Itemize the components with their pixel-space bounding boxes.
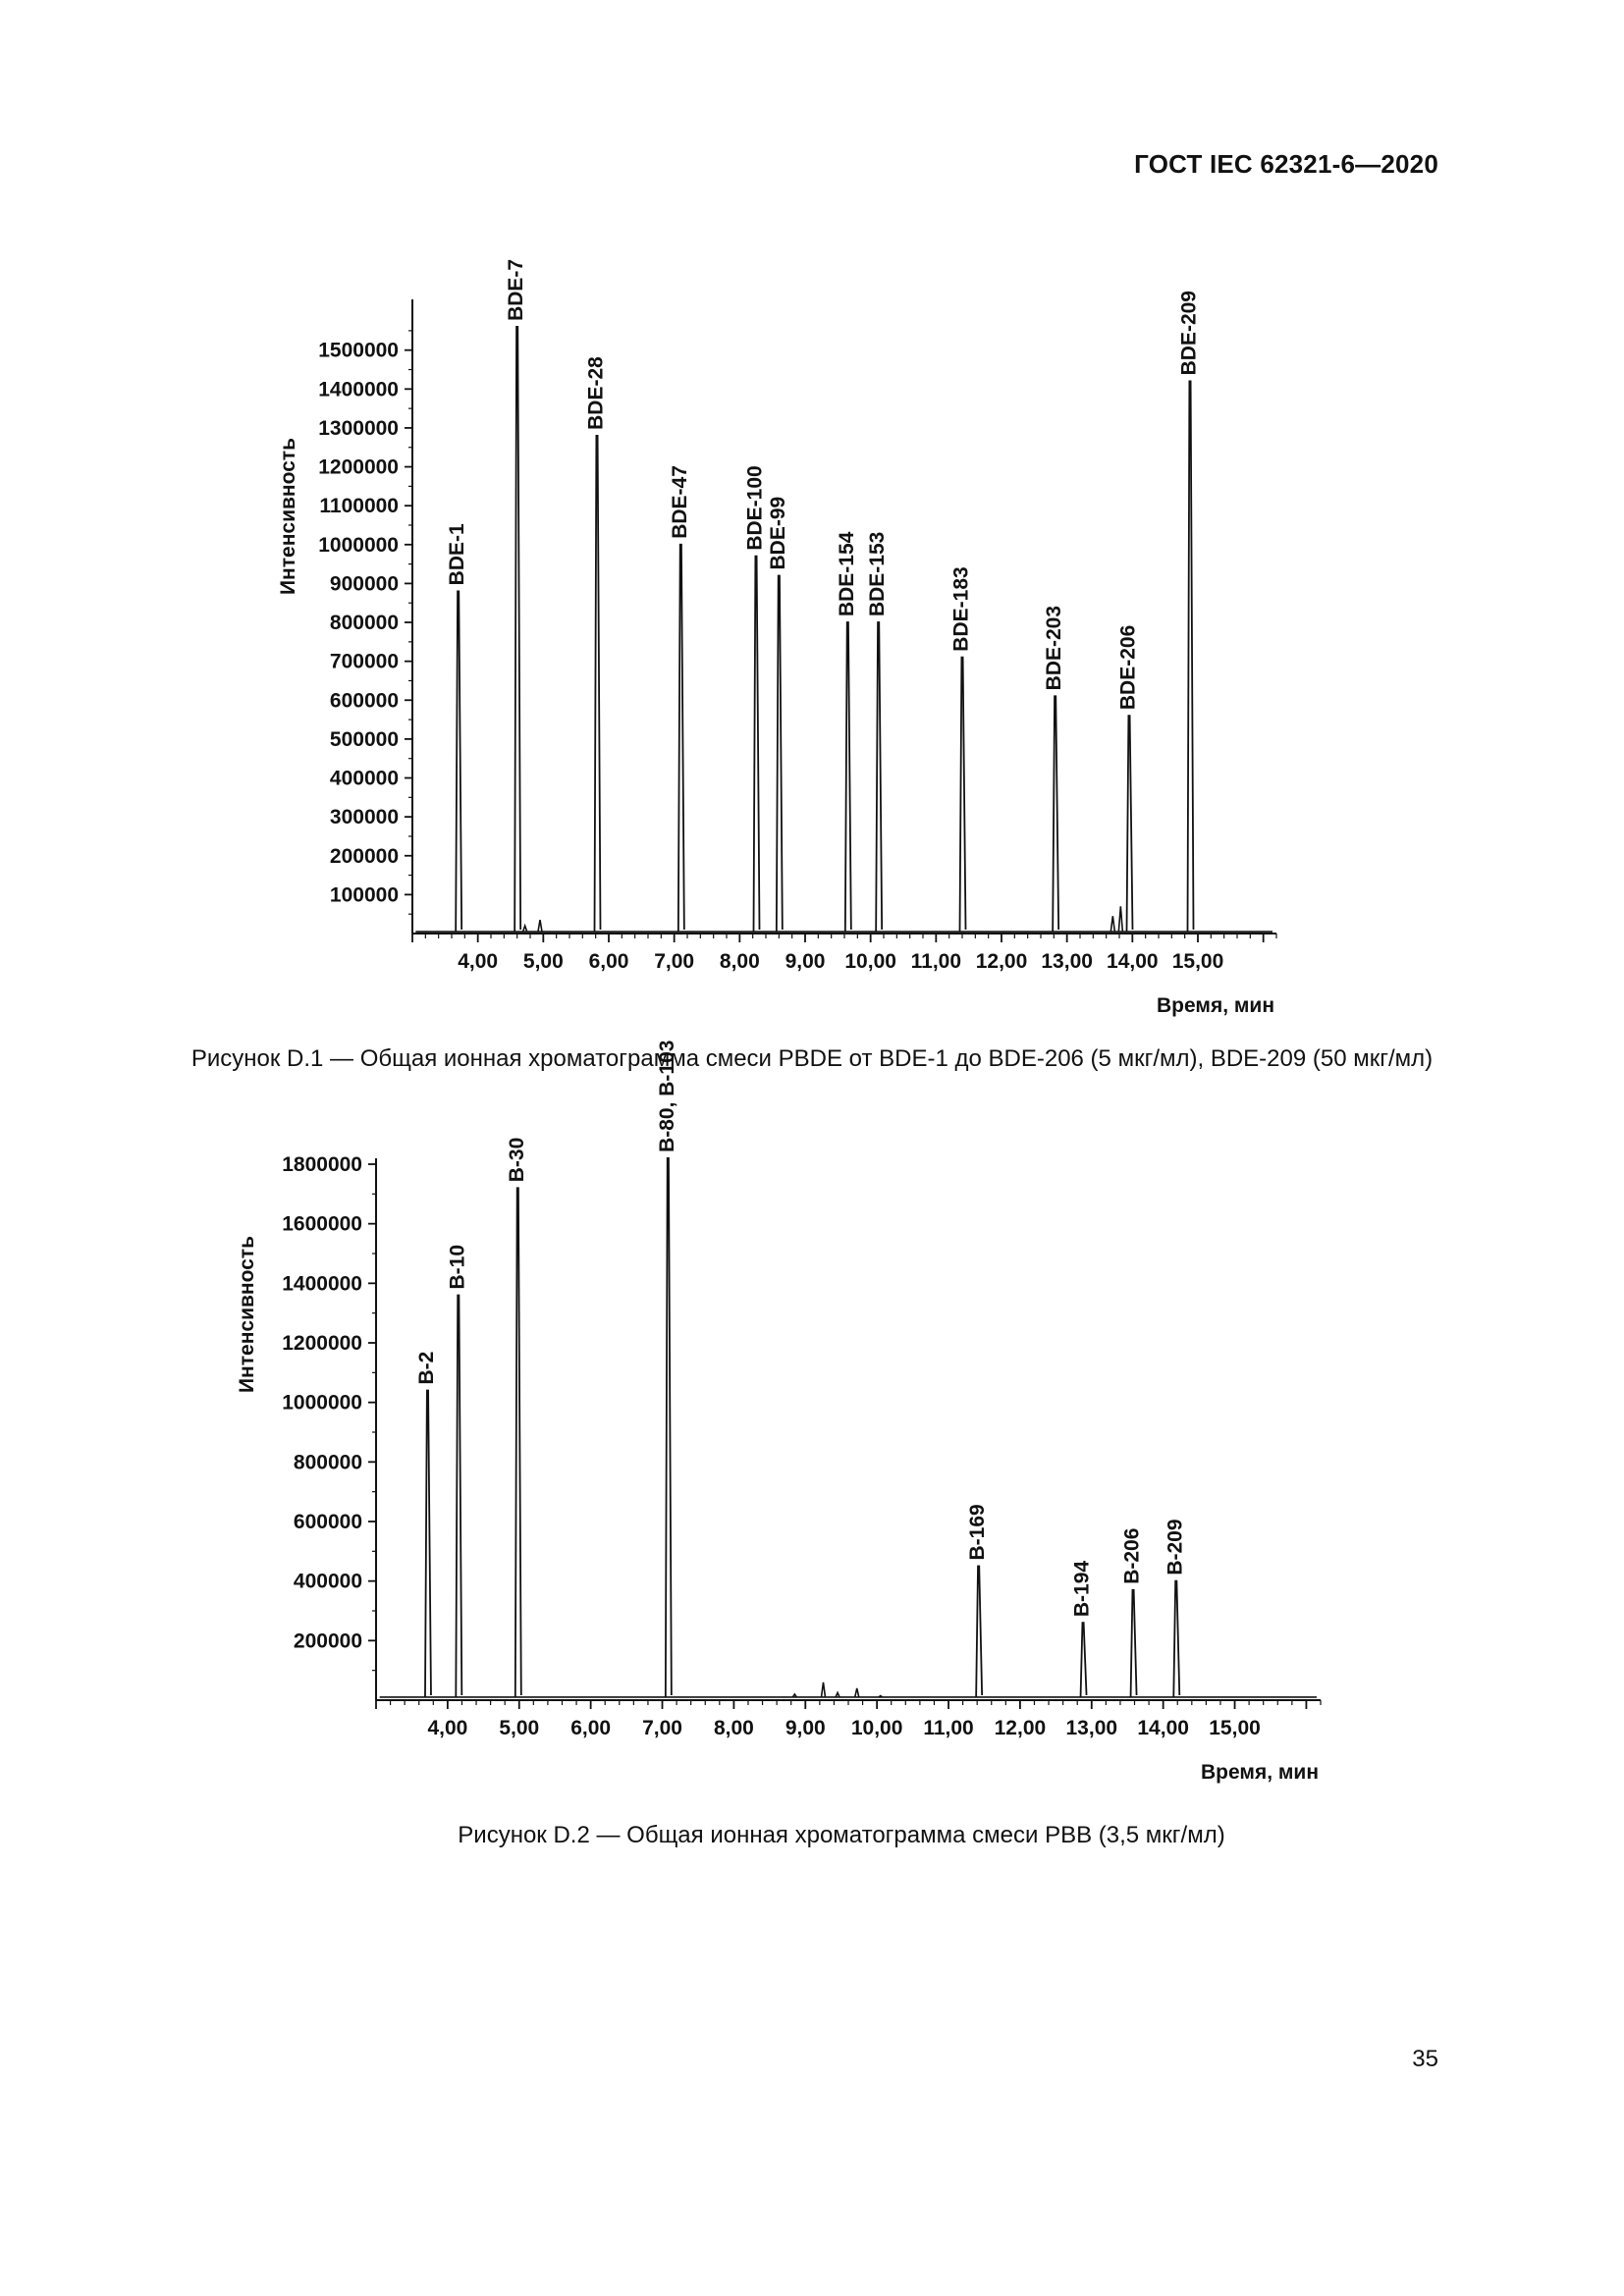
x-tick-label: 14,00 — [1137, 1717, 1189, 1739]
x-tick-label: 5,00 — [522, 950, 564, 973]
chromatogram-pbde — [0, 216, 1624, 1021]
y-tick-label: 900000 — [329, 572, 399, 596]
y-axis-title: Интенсивность — [277, 437, 299, 596]
y-tick-label: 600000 — [329, 689, 399, 713]
peak-label-bde-203: BDE-203 — [1043, 605, 1066, 691]
y-tick-label: 1000000 — [318, 533, 399, 557]
peak-b-80-b-103 — [666, 1158, 672, 1697]
peak-label-bde-209: BDE-209 — [1177, 291, 1201, 376]
peak-b-10 — [456, 1295, 461, 1697]
y-tick-label: 1200000 — [282, 1332, 362, 1355]
minor-peak — [821, 1682, 825, 1697]
y-tick-label: 100000 — [329, 883, 399, 907]
minor-peak — [538, 920, 542, 932]
peak-label-b-10: B-10 — [446, 1244, 469, 1290]
peak-label-bde-154: BDE-154 — [835, 531, 858, 617]
x-tick-label: 6,00 — [570, 1717, 612, 1739]
peak-b-209 — [1173, 1581, 1179, 1697]
peak-bde-203 — [1053, 696, 1058, 932]
y-axis-title: Интенсивность — [236, 1235, 258, 1394]
minor-peak — [855, 1688, 859, 1697]
x-tick-label: 14,00 — [1107, 950, 1159, 973]
peak-label-b-209: B-209 — [1164, 1519, 1187, 1575]
peak-label-bde-47: BDE-47 — [668, 465, 691, 539]
y-tick-label: 200000 — [329, 844, 399, 868]
x-tick-label: 8,00 — [713, 1717, 754, 1739]
peak-label-b-30: B-30 — [505, 1137, 528, 1183]
x-axis-title: Время, мин — [1157, 994, 1274, 1017]
peak-b-194 — [1081, 1623, 1087, 1697]
y-tick-label: 400000 — [329, 767, 399, 790]
x-tick-label: 6,00 — [588, 950, 629, 973]
peak-b-206 — [1131, 1590, 1137, 1697]
peak-label-bde-28: BDE-28 — [584, 356, 608, 430]
x-tick-label: 13,00 — [1065, 1717, 1118, 1739]
peak-bde-100 — [754, 557, 760, 932]
peak-label-bde-1: BDE-1 — [446, 523, 469, 586]
y-tick-label: 1500000 — [318, 339, 399, 362]
peak-label-bde-99: BDE-99 — [766, 496, 789, 570]
y-tick-label: 1600000 — [282, 1212, 362, 1236]
peak-bde-99 — [777, 575, 783, 932]
peak-label-b-169: B-169 — [966, 1504, 990, 1561]
peak-label-bde-7: BDE-7 — [505, 258, 528, 321]
figure-caption-d1: Рисунок D.1 — Общая ионная хроматограмма смеси PBDE от BDE-1 до BDE-206 (5 мкг/мл), BDE-209 (50 мкг/мл) — [190, 1045, 1434, 1072]
peak-bde-154 — [845, 622, 851, 932]
peak-b-169 — [976, 1567, 982, 1697]
x-tick-label: 10,00 — [850, 1717, 903, 1739]
peak-bde-7 — [514, 327, 520, 932]
peak-label-b-2: B-2 — [415, 1351, 439, 1385]
y-tick-label: 800000 — [329, 612, 399, 635]
peak-label-bde-183: BDE-183 — [949, 566, 973, 652]
x-tick-label: 7,00 — [642, 1717, 682, 1739]
x-tick-label: 11,00 — [923, 1717, 974, 1739]
peak-bde-206 — [1127, 716, 1133, 932]
x-tick-label: 11,00 — [910, 950, 962, 973]
x-tick-label: 8,00 — [719, 950, 760, 973]
figure-caption-d2: Рисунок D.2 — Общая ионная хроматограмма смеси PBB (3,5 мкг/мл) — [458, 1822, 1225, 1848]
peak-bde-47 — [678, 545, 684, 932]
y-tick-label: 1400000 — [318, 378, 399, 401]
minor-peak — [1118, 906, 1122, 932]
peak-label-bde-206: BDE-206 — [1116, 624, 1140, 711]
y-tick-label: 700000 — [329, 650, 399, 673]
y-tick-label: 1800000 — [282, 1153, 362, 1176]
page-number: 35 — [1412, 2046, 1438, 2072]
peak-bde-209 — [1188, 381, 1194, 932]
peak-label-bde-100: BDE-100 — [743, 465, 767, 551]
y-tick-label: 1400000 — [282, 1272, 362, 1296]
y-tick-label: 1300000 — [318, 416, 399, 440]
peak-label-b-206: B-206 — [1120, 1527, 1144, 1584]
x-tick-label: 15,00 — [1171, 950, 1224, 973]
peak-bde-183 — [960, 658, 966, 932]
peak-b-30 — [515, 1188, 521, 1697]
x-tick-label: 12,00 — [975, 950, 1028, 973]
x-tick-label: 9,00 — [785, 1717, 826, 1739]
y-tick-label: 600000 — [293, 1511, 362, 1533]
x-tick-label: 4,00 — [458, 950, 499, 973]
peak-label-bde-153: BDE-153 — [866, 531, 890, 617]
peak-b-2 — [425, 1391, 431, 1697]
x-tick-label: 13,00 — [1041, 950, 1093, 973]
y-tick-label: 1200000 — [318, 455, 399, 479]
peak-label-b-80-b-103: B-80, B-103 — [655, 1040, 678, 1152]
minor-peak — [523, 926, 527, 932]
x-tick-label: 12,00 — [994, 1717, 1047, 1739]
y-tick-label: 500000 — [329, 727, 399, 751]
x-tick-label: 10,00 — [844, 950, 896, 973]
x-tick-label: 7,00 — [654, 950, 695, 973]
peak-bde-153 — [876, 622, 882, 932]
x-tick-label: 9,00 — [785, 950, 826, 973]
y-tick-label: 1100000 — [319, 495, 399, 518]
peak-bde-1 — [456, 591, 461, 932]
minor-peak — [1110, 916, 1114, 932]
y-tick-label: 300000 — [329, 806, 399, 829]
x-tick-label: 4,00 — [427, 1717, 468, 1739]
y-tick-label: 400000 — [293, 1570, 362, 1593]
y-tick-label: 200000 — [293, 1629, 362, 1653]
x-axis-title: Время, мин — [1201, 1761, 1319, 1784]
y-tick-label: 1000000 — [282, 1391, 362, 1415]
peak-label-b-194: B-194 — [1070, 1560, 1094, 1618]
x-tick-label: 5,00 — [499, 1717, 540, 1739]
x-tick-label: 15,00 — [1209, 1717, 1261, 1739]
document-id: ГОСТ IEC 62321-6—2020 — [1134, 149, 1438, 179]
peak-bde-28 — [595, 436, 601, 932]
y-tick-label: 800000 — [293, 1451, 362, 1474]
